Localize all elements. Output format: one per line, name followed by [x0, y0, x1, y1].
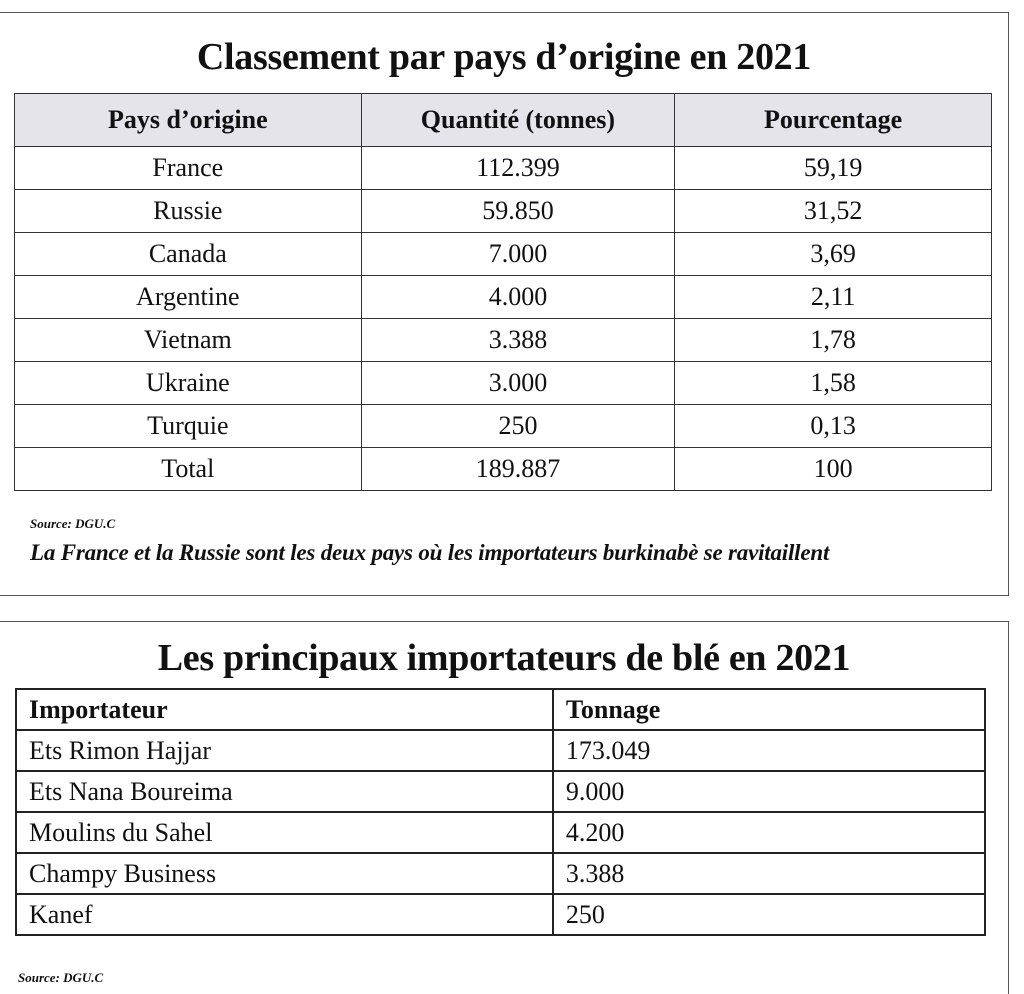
country-cell: Russie	[15, 190, 362, 233]
table-row	[16, 730, 985, 771]
importer-cell: Ets Rimon Hajjar	[16, 730, 553, 771]
importer-cell: Kanef	[16, 894, 553, 935]
quantity-cell: 4.000	[361, 276, 675, 319]
table-row	[15, 405, 992, 448]
origin-caption: La France et la Russie sont les deux pays où les importateurs burkinabè se ravitaillent	[30, 540, 830, 565]
origin-ranking-table	[14, 93, 992, 491]
country-cell: Total	[15, 448, 362, 491]
country-cell: Turquie	[15, 405, 362, 448]
importers-source-note: Source: DGU.C	[18, 970, 104, 985]
importer-cell: Champy Business	[16, 853, 553, 894]
importers-table	[15, 688, 986, 936]
tonnage-cell: 173.049	[553, 730, 985, 771]
country-cell: Ukraine	[15, 362, 362, 405]
origin-source-note: Source: DGU.C	[30, 516, 116, 531]
tonnage-cell: 9.000	[553, 771, 985, 812]
table-row	[15, 147, 992, 190]
header-percentage: Pourcentage	[675, 94, 992, 147]
table-row	[15, 276, 992, 319]
header-quantity: Quantité (tonnes)	[361, 94, 675, 147]
table-header-row	[16, 689, 985, 730]
importer-cell: Ets Nana Boureima	[16, 771, 553, 812]
tonnage-cell: 250	[553, 894, 985, 935]
table-row	[16, 894, 985, 935]
origin-ranking-title: Classement par pays d’origine en 2021	[196, 36, 812, 78]
importers-title: Les principaux importateurs de blé en 2021	[157, 637, 851, 679]
header-tonnage: Tonnage	[553, 689, 985, 730]
quantity-cell: 189.887	[361, 448, 675, 491]
table-header-row	[15, 94, 992, 147]
percentage-cell: 1,58	[675, 362, 992, 405]
quantity-cell: 7.000	[361, 233, 675, 276]
quantity-cell: 250	[361, 405, 675, 448]
percentage-cell: 2,11	[675, 276, 992, 319]
table-row	[16, 853, 985, 894]
table-row	[16, 812, 985, 853]
table-row	[16, 771, 985, 812]
table-row	[15, 233, 992, 276]
country-cell: Argentine	[15, 276, 362, 319]
percentage-cell: 31,52	[675, 190, 992, 233]
table-row	[15, 190, 992, 233]
table-row	[15, 362, 992, 405]
origin-ranking-panel	[0, 12, 1009, 596]
table-total-row	[15, 448, 992, 491]
quantity-cell: 59.850	[361, 190, 675, 233]
importer-cell: Moulins du Sahel	[16, 812, 553, 853]
header-importer: Importateur	[16, 689, 553, 730]
percentage-cell: 3,69	[675, 233, 992, 276]
tonnage-cell: 3.388	[553, 853, 985, 894]
quantity-cell: 3.000	[361, 362, 675, 405]
country-cell: Canada	[15, 233, 362, 276]
tonnage-cell: 4.200	[553, 812, 985, 853]
percentage-cell: 100	[675, 448, 992, 491]
header-country: Pays d’origine	[15, 94, 362, 147]
percentage-cell: 0,13	[675, 405, 992, 448]
importers-panel	[0, 621, 1009, 994]
percentage-cell: 1,78	[675, 319, 992, 362]
country-cell: France	[15, 147, 362, 190]
quantity-cell: 112.399	[361, 147, 675, 190]
country-cell: Vietnam	[15, 319, 362, 362]
quantity-cell: 3.388	[361, 319, 675, 362]
table-row	[15, 319, 992, 362]
percentage-cell: 59,19	[675, 147, 992, 190]
